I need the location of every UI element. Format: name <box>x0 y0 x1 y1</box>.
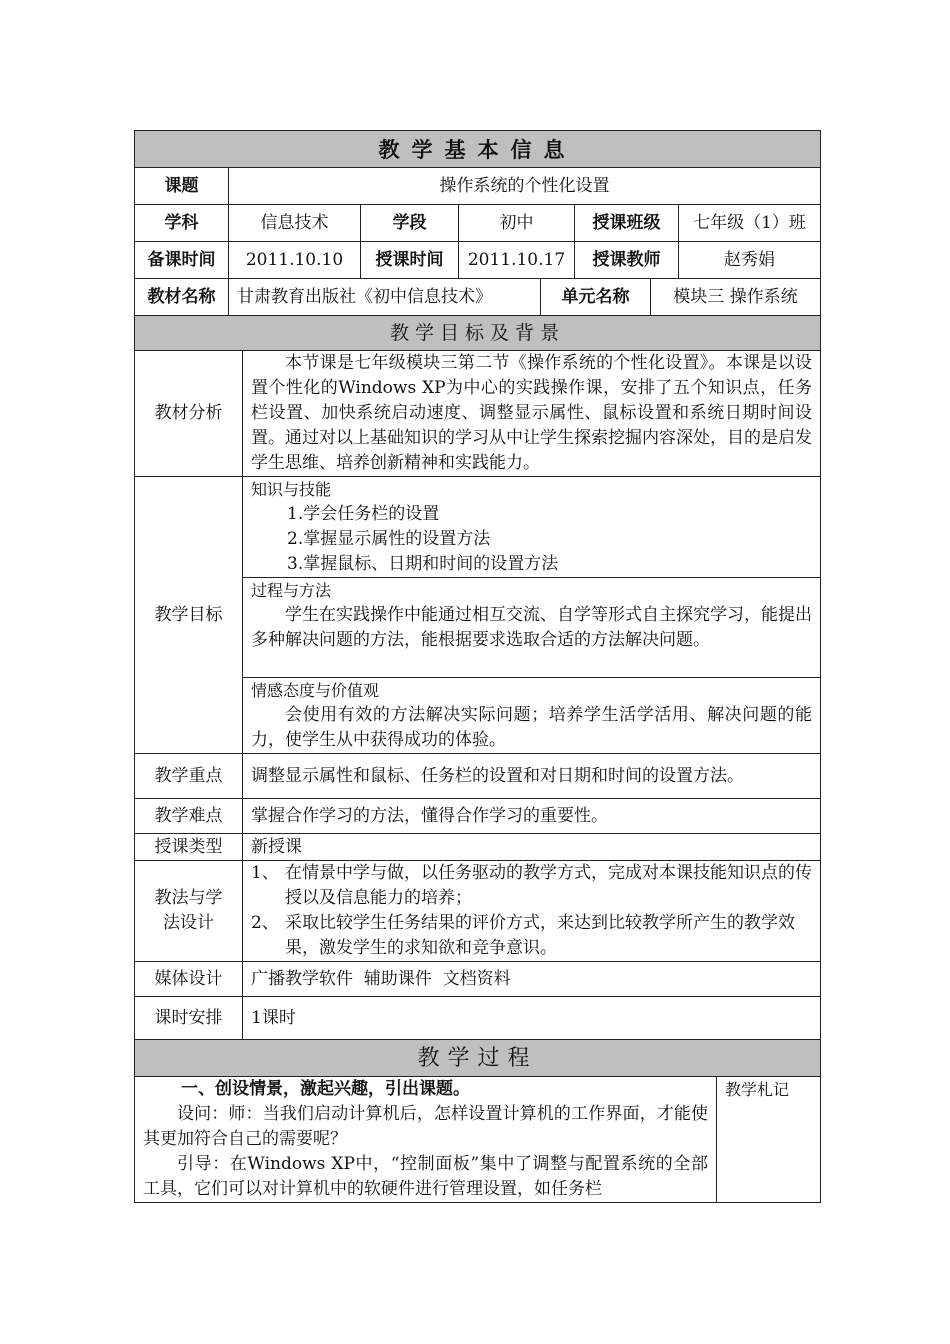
process-content <box>135 1077 717 1203</box>
stage-label: 学段 <box>361 205 459 242</box>
prep-time-value: 2011.10.10 <box>229 242 361 279</box>
analysis-text: 本节课是七年级模块三第二节《操作系统的个性化设置》。本课是以设置个性化的Windows XP为中心的实践操作课，安排了五个知识点，任务栏设置、加快系统启动速度、调整显示属性、鼠标设置和系统日期时间设置。通过对以上基础知识的学习从中让学生探索挖掘内容深处，目的是启发学生思维、培养创新精神和实践能力。 <box>243 351 821 477</box>
emotion-title: 情感态度与价值观 <box>251 681 380 700</box>
hours-label: 课时安排 <box>135 997 243 1040</box>
method-item-number: 1、 <box>251 863 279 883</box>
topic-label: 课题 <box>135 168 229 205</box>
teach-time-label: 授课时间 <box>361 242 459 279</box>
key-label: 教学重点 <box>135 754 243 799</box>
difficulty-text: 掌握合作学习的方法，懂得合作学习的重要性。 <box>243 799 821 834</box>
class-value: 七年级（1）班 <box>679 205 821 242</box>
process-text: 学生在实践操作中能通过相互交流、自学等形式自主探究学习，能提出多种解决问题的方法，能根据要求选取合适的方法解决问题。 <box>251 605 813 650</box>
unit-label: 单元名称 <box>541 279 651 316</box>
type-label: 授课类型 <box>135 834 243 861</box>
goals-label: 教学目标 <box>135 477 243 754</box>
unit-value: 模块三 操作系统 <box>651 279 821 316</box>
class-label: 授课班级 <box>575 205 679 242</box>
process-header: 教学过程 <box>135 1040 821 1077</box>
method-item-number: 2、 <box>251 913 279 933</box>
knowledge-title: 知识与技能 <box>251 480 332 499</box>
difficulty-label: 教学难点 <box>135 799 243 834</box>
objectives-header: 教学目标及背景 <box>135 316 821 351</box>
key-text: 调整显示属性和鼠标、任务栏的设置和对日期和时间的设置方法。 <box>243 754 821 799</box>
teacher-value: 赵秀娟 <box>679 242 821 279</box>
method-item <box>251 911 812 961</box>
objectives-table <box>134 315 821 1040</box>
type-text: 新授课 <box>243 834 821 861</box>
method-item-text: 在情景中学与做，以任务驱动的教学方式，完成对本课技能知识点的传授以及信息能力的培养； <box>285 863 812 908</box>
subject-label: 学科 <box>135 205 229 242</box>
knowledge-item: 3.掌握鼠标、日期和时间的设置方法 <box>287 554 559 574</box>
hours-text: 1课时 <box>243 997 821 1040</box>
method-label <box>135 861 243 962</box>
teacher-label: 授课教师 <box>575 242 679 279</box>
method-label-line: 教法与学 <box>154 888 223 908</box>
knowledge-item: 1.学会任务栏的设置 <box>287 504 440 524</box>
knowledge-item: 2.掌握显示属性的设置方法 <box>287 529 491 549</box>
topic-value: 操作系统的个性化设置 <box>229 168 821 205</box>
section-title: 一、创设情景，激起兴趣，引出课题。 <box>181 1079 470 1099</box>
basic-info-header: 教学基本信息 <box>135 131 821 168</box>
method-cell <box>243 861 821 962</box>
media-label: 媒体设计 <box>135 962 243 997</box>
knowledge-cell <box>243 477 821 578</box>
emotion-cell <box>243 678 821 754</box>
analysis-label: 教材分析 <box>135 351 243 477</box>
method-item <box>251 861 812 911</box>
lesson-plan-document <box>134 130 820 1203</box>
teach-time-value: 2011.10.17 <box>459 242 575 279</box>
process-paragraph: 设问：师：当我们启动计算机后，怎样设置计算机的工作界面，才能使其更加符合自己的需要呢？ <box>143 1104 708 1149</box>
method-label-line: 法设计 <box>163 913 214 933</box>
notes-label: 教学札记 <box>717 1077 821 1203</box>
textbook-table <box>134 278 821 316</box>
emotion-text: 会使用有效的方法解决实际问题；培养学生活学活用、解决问题的能力，使学生从中获得成功的体验。 <box>251 705 813 750</box>
basic-info-table <box>134 130 821 279</box>
process-title: 过程与方法 <box>251 581 332 600</box>
method-item-text: 采取比较学生任务结果的评价方式，来达到比较教学所产生的教学效果，激发学生的求知欲和竞争意识。 <box>285 913 795 958</box>
textbook-value: 甘肃教育出版社《初中信息技术》 <box>229 279 541 316</box>
stage-value: 初中 <box>459 205 575 242</box>
prep-time-label: 备课时间 <box>135 242 229 279</box>
process-table <box>134 1039 821 1203</box>
process-cell <box>243 578 821 678</box>
subject-value: 信息技术 <box>229 205 361 242</box>
media-text: 广播教学软件 辅助课件 文档资料 <box>243 962 821 997</box>
textbook-label: 教材名称 <box>135 279 229 316</box>
process-paragraph: 引导：在Windows XP中，“控制面板”集中了调整与配置系统的全部工具，它们可以对计算机中的软硬件进行管理设置，如任务栏 <box>143 1154 708 1199</box>
